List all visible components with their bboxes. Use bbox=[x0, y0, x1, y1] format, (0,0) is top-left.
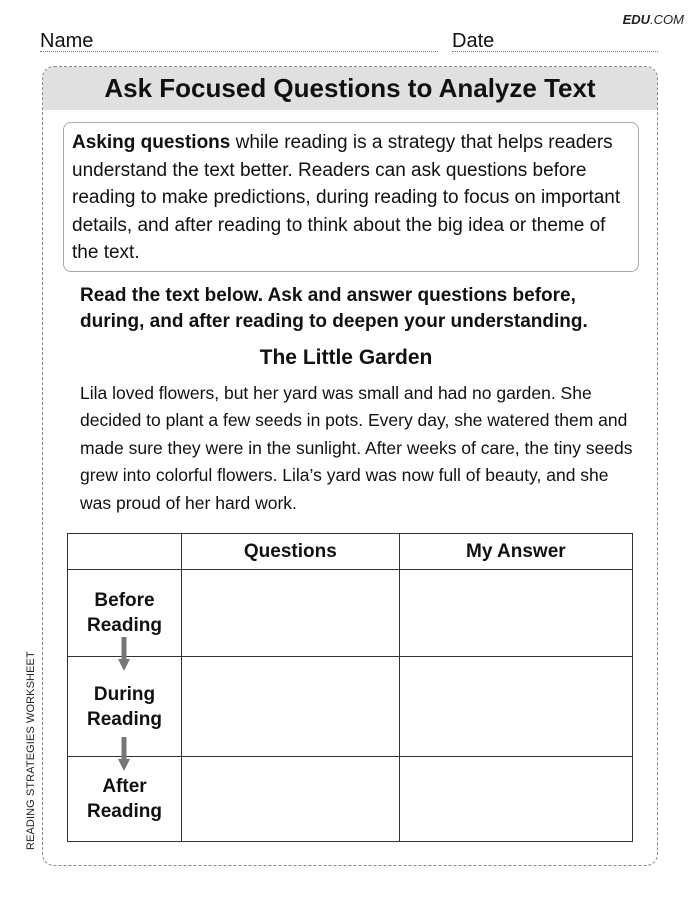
stage-before-reading: Before Reading bbox=[68, 570, 182, 657]
name-field[interactable] bbox=[40, 30, 438, 52]
worksheet-title: Ask Focused Questions to Analyze Text bbox=[43, 67, 657, 110]
side-category-label: READING STRATEGIES WORKSHEET bbox=[25, 651, 37, 850]
date-field[interactable] bbox=[452, 30, 658, 52]
table-row-after bbox=[68, 757, 633, 842]
down-arrow-icon bbox=[118, 737, 130, 771]
before-questions-cell[interactable] bbox=[182, 570, 400, 657]
intro-lead: Asking questions bbox=[72, 132, 231, 153]
header-blank-cell bbox=[68, 534, 182, 570]
stage-during-reading: During Reading bbox=[68, 657, 182, 757]
story-text: Lila loved flowers, but her yard was small and had no garden. She decided to plant a few seeds in pots. Every day, she watered them and made sure they were in the sunlight. After weeks of care, the tiny seeds grew into colorful flowers. Lila’s yard was now full of beauty, and she was proud of her hard work. bbox=[80, 383, 633, 513]
date-label: Date bbox=[452, 30, 495, 52]
after-questions-cell[interactable] bbox=[182, 757, 400, 842]
stage-after-reading: After Reading bbox=[68, 757, 182, 842]
intro-box bbox=[63, 122, 639, 272]
header-questions: Questions bbox=[182, 534, 400, 570]
during-answer-cell[interactable] bbox=[399, 657, 632, 757]
story-title: The Little Garden bbox=[259, 346, 433, 369]
before-answer-cell[interactable] bbox=[399, 570, 632, 657]
header-my-answer: My Answer bbox=[399, 534, 632, 570]
down-arrow-icon bbox=[118, 637, 130, 671]
after-answer-cell[interactable] bbox=[399, 757, 632, 842]
brand-logo: EDU.COM bbox=[622, 12, 684, 27]
table-header-row bbox=[68, 534, 633, 570]
table-row-before bbox=[68, 570, 633, 657]
name-label: Name bbox=[40, 30, 94, 52]
table-row-during bbox=[68, 657, 633, 757]
question-answer-table bbox=[67, 533, 633, 842]
intro-body: while reading is a strategy that helps readers understand the text better. Readers can ask questions before reading to make predictions, during reading to focus on important details, and after reading to think about the big idea or theme of the text. bbox=[72, 132, 621, 263]
instructions: Read the text below. Ask and answer questions before, during, and after reading to deepen your understanding. bbox=[80, 285, 588, 332]
during-questions-cell[interactable] bbox=[182, 657, 400, 757]
